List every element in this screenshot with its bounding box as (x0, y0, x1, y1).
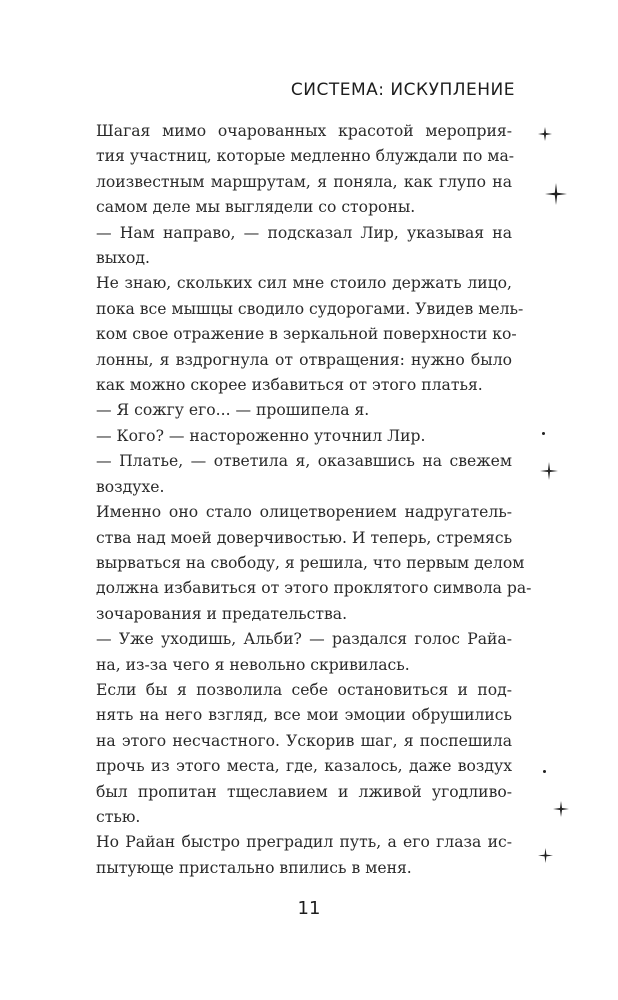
page-number: 11 (297, 898, 321, 919)
text-line: самом деле мы выглядели со стороны. (96, 198, 416, 217)
paragraph (96, 119, 515, 221)
text-line: тия участниц, которые медленно блуждали по ма- (96, 147, 515, 166)
text-line: должна избавиться от этого проклятого символа ра- (96, 579, 532, 598)
sparkle-icon (545, 183, 567, 205)
text-line: пытующе пристально впились в меня. (96, 858, 412, 877)
sparkle-icon (538, 127, 552, 141)
paragraph (96, 398, 512, 423)
paragraph (96, 449, 512, 500)
text-line: зочарования и предательства. (96, 604, 348, 623)
text-line: пока все мышцы сводило судорогами. Увидев мель- (96, 299, 524, 318)
text-line: ком свое отражение в зеркальной поверхности ко- (96, 325, 517, 344)
text-line: нять на него взгляд, все мои эмоции обрушились (96, 706, 512, 725)
paragraph (96, 221, 512, 272)
dot-icon (542, 432, 545, 435)
sparkle-icon (553, 801, 569, 817)
text-line: Шагая мимо очарованных красотой мероприя- (96, 122, 512, 140)
paragraph (96, 424, 512, 449)
paragraph (96, 830, 512, 881)
text-line: ства над моей доверчивостью. И теперь, стремясь (96, 528, 513, 547)
text-line: — Платье, — ответила я, оказавшись на свежем (96, 452, 512, 471)
text-line: прочь из этого места, где, казалось, даже воздух (96, 757, 512, 776)
text-line: на, из-за чего я невольно скривилась. (96, 655, 410, 674)
text-line: стью. (96, 807, 141, 826)
paragraph (96, 678, 512, 830)
text-line: — Уже уходишь, Альби? — раздался голос Райа- (96, 630, 512, 649)
text-line: Именно оно стало олицетворением надругатель- (96, 503, 512, 522)
text-line: — Нам направо, — подсказал Лир, указывая на (96, 223, 512, 242)
text-line: выход. (96, 249, 150, 268)
paragraph (96, 627, 512, 678)
text-line: был пропитан тщеславием и лживой угодливо- (96, 782, 512, 801)
text-line: воздухе. (96, 477, 165, 496)
paragraph (96, 271, 524, 398)
text-line: Если бы я позволила себе остановиться и под- (96, 680, 512, 699)
running-header: СИСТЕМА: ИСКУПЛЕНИЕ (290, 80, 515, 100)
body-text (96, 119, 532, 881)
text-line: — Кого? — настороженно уточнил Лир. (96, 426, 426, 445)
sparkle-icon (538, 848, 553, 863)
text-line: — Я сожгу его... — прошипела я. (96, 401, 370, 420)
text-line: на этого несчастного. Ускорив шаг, я поспешила (96, 731, 512, 750)
text-line: Но Райан быстро преградил путь, а его глаза ис- (96, 833, 512, 852)
text-line: Не знаю, скольких сил мне стоило держать лицо, (96, 274, 512, 293)
paragraph (96, 500, 532, 627)
dot-icon (543, 770, 546, 773)
sparkle-icon (540, 462, 558, 480)
text-line: лоизвестным маршрутам, я поняла, как глупо на (96, 172, 512, 191)
text-line: вырваться на свободу, я решила, что первым делом (96, 553, 525, 572)
text-line: как можно скорее избавиться от этого платья. (96, 376, 483, 395)
text-line: лонны, я вздрогнула от отвращения: нужно было (96, 350, 512, 369)
